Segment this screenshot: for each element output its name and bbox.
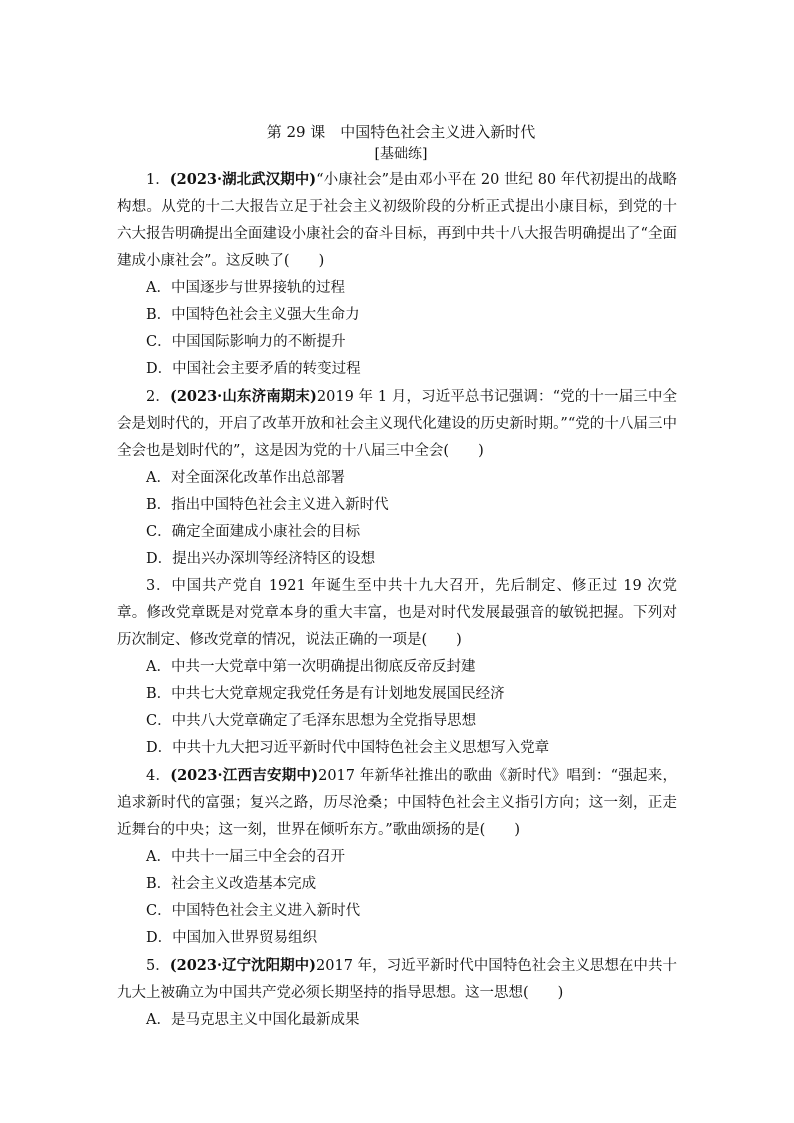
- option-d: D．提出兴办深圳等经济特区的设想: [146, 551, 376, 567]
- option-b: B．指出中国特色社会主义进入新时代: [146, 497, 389, 513]
- question-stem: [117, 383, 677, 465]
- question-source: (2023·山东济南期末): [169, 388, 317, 405]
- question-number: 4．: [146, 768, 171, 784]
- question-number: 5．: [146, 958, 170, 974]
- question-5: [117, 952, 677, 1034]
- question-number: 1．: [146, 172, 170, 188]
- document-page: [117, 120, 677, 1034]
- option-c: C．中共八大党章确定了毛泽东思想为全党指导思想: [146, 713, 477, 729]
- option-a: A．中共一大党章中第一次明确提出彻底反帝反封建: [146, 659, 476, 675]
- option-a: A．中共十一届三中全会的召开: [146, 849, 345, 865]
- question-stem: [117, 166, 677, 275]
- option-d: D．中国加入世界贸易组织: [146, 930, 318, 946]
- option-d: D．中国社会主要矛盾的转变过程: [146, 361, 361, 377]
- question-text: 2017 年，习近平新时代中国特色社会主义思想在中共十九大上被确立为中国共产党必须长期坚持的指导思想。这一思想( ): [117, 958, 677, 1001]
- question-1: [117, 166, 677, 383]
- option-b: B．中共七大党章规定我党任务是有计划地发展国民经济: [146, 686, 505, 702]
- question-4: [117, 762, 677, 952]
- question-source: (2023·辽宁沈阳期中): [169, 957, 317, 974]
- question-stem: [117, 573, 677, 654]
- question-number: 3．: [146, 578, 172, 594]
- option-c: C．确定全面建成小康社会的目标: [146, 524, 361, 540]
- option-a: A．中国逐步与世界接轨的过程: [146, 280, 345, 296]
- question-3: [117, 573, 677, 762]
- option-c: C．中国特色社会主义进入新时代: [146, 903, 361, 919]
- question-text: “小康社会”是由邓小平在 20 世纪 80 年代初提出的战略构想。从党的十二大报告立足于社会主义初级阶段的分析正式提出小康目标，到党的十六大报告明确提出全面建设小康社会的奋斗目标，再到中共十八大报告明确提出了“全面建成小康社会”。这反映了( ): [117, 172, 677, 269]
- question-text: 中国共产党自 1921 年诞生至中共十九大召开，先后制定、修正过 19 次党章。修改党章既是对党章本身的重大丰富，也是对时代发展最强音的敏锐把握。下列对历次制定、修改党章的情况，说法正确的一项是( ): [117, 578, 677, 648]
- option-a: A．是马克思主义中国化最新成果: [146, 1012, 360, 1028]
- question-source: (2023·湖北武汉期中): [169, 171, 317, 188]
- option-b: B．社会主义改造基本完成: [146, 876, 317, 892]
- lesson-title: 第 29 课 中国特色社会主义进入新时代: [266, 123, 536, 141]
- question-text: 2017 年新华社推出的歌曲《新时代》唱到：“强起来，追求新时代的富强；复兴之路，历尽沧桑；中国特色社会主义指引方向；这一刻，正走近舞台的中央；这一刻，世界在倾听东方。”歌曲颂扬的是( ): [117, 768, 677, 838]
- option-a: A．对全面深化改革作出总部署: [146, 470, 345, 486]
- option-c: C．中国国际影响力的不断提升: [146, 334, 346, 350]
- question-number: 2．: [146, 389, 170, 405]
- question-source: (2023·江西吉安期中): [170, 767, 319, 784]
- question-text: 2019 年 1 月，习近平总书记强调：“党的十一届三中全会是划时代的，开启了改革开放和社会主义现代化建设的历史新时期。”“党的十八届三中全会也是划时代的”，这是因为党的十八届三中全会( ): [117, 389, 677, 459]
- section-label: [基础练]: [374, 146, 428, 162]
- option-b: B．中国特色社会主义强大生命力: [146, 307, 360, 323]
- question-stem: [117, 762, 677, 844]
- question-stem: [117, 952, 677, 1007]
- question-2: [117, 383, 677, 573]
- option-d: D．中共十九大把习近平新时代中国特色社会主义思想写入党章: [146, 740, 550, 756]
